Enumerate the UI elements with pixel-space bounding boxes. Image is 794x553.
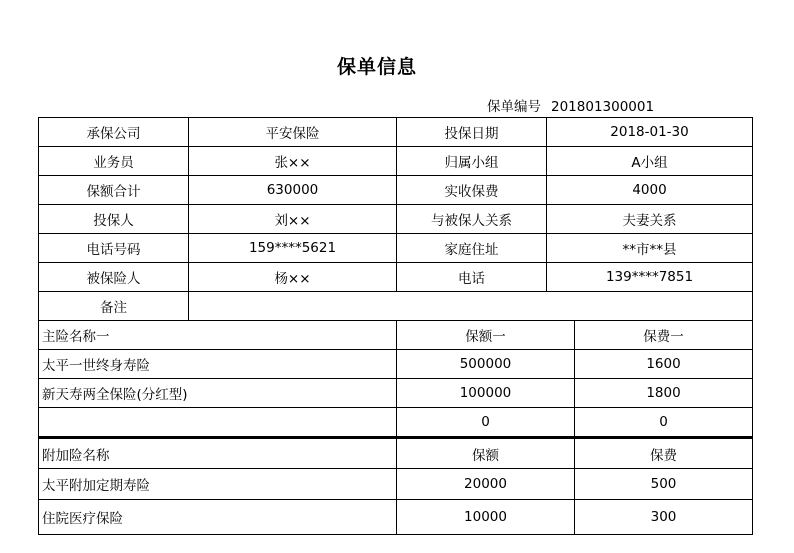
policy-number xyxy=(487,95,654,115)
info-label: 承保公司 xyxy=(39,118,189,147)
rider-insurance-header-amount: 保额 xyxy=(397,437,575,469)
main-insurance-header-premium: 保费一 xyxy=(575,321,752,350)
remark-value xyxy=(189,292,752,321)
info-value: 4000 xyxy=(547,176,752,205)
rider-insurance-amount: 20000 xyxy=(397,469,575,500)
main-insurance-amount: 100000 xyxy=(397,379,575,408)
info-value: 139****7851 xyxy=(547,263,752,292)
info-label: 家庭住址 xyxy=(397,234,547,263)
info-value: 杨×× xyxy=(189,263,397,292)
policy-number-value: 201801300001 xyxy=(551,99,655,115)
page-title: 保单信息 xyxy=(336,56,417,78)
info-label: 投保日期 xyxy=(397,118,547,147)
info-label: 业务员 xyxy=(39,147,189,176)
info-value: 2018-01-30 xyxy=(547,118,752,147)
rider-insurance-premium: 300 xyxy=(650,509,677,525)
info-label: 保额合计 xyxy=(39,176,189,205)
info-value: 平安保险 xyxy=(189,118,397,147)
main-insurance-premium: 0 xyxy=(575,408,752,437)
main-insurance-amount: 0 xyxy=(397,408,575,437)
main-insurance-amount: 500000 xyxy=(397,350,575,379)
remark-label: 备注 xyxy=(39,292,189,321)
rider-insurance-header-premium: 保费 xyxy=(575,437,752,469)
info-label: 归属小组 xyxy=(397,147,547,176)
main-insurance-name xyxy=(39,408,397,437)
info-label: 实收保费 xyxy=(397,176,547,205)
info-value: A小组 xyxy=(547,147,752,176)
info-label: 与被保人关系 xyxy=(397,205,547,234)
rider-insurance-name: 住院医疗保险 xyxy=(39,500,397,534)
main-insurance-name: 太平一世终身寿险 xyxy=(39,350,397,379)
info-label: 投保人 xyxy=(39,205,189,234)
info-value: 159****5621 xyxy=(189,234,397,263)
main-insurance-name: 新天寿两全保险(分红型) xyxy=(39,379,397,408)
main-insurance-premium: 1800 xyxy=(575,379,752,408)
rider-insurance-name: 太平附加定期寿险 xyxy=(39,469,397,500)
info-value: 刘×× xyxy=(189,205,397,234)
info-value: 630000 xyxy=(189,176,397,205)
rider-insurance-amount: 10000 xyxy=(397,500,575,534)
info-label: 被保险人 xyxy=(39,263,189,292)
policy-number-label: 保单编号 xyxy=(487,99,541,115)
info-value: **市**县 xyxy=(547,234,752,263)
main-insurance-header-name: 主险名称一 xyxy=(39,321,397,350)
policy-table xyxy=(38,117,753,535)
main-insurance-premium: 1600 xyxy=(575,350,752,379)
info-value: 张×× xyxy=(189,147,397,176)
rider-insurance-premium: 500 xyxy=(575,469,752,500)
info-value: 夫妻关系 xyxy=(547,205,752,234)
rider-insurance-header-name: 附加险名称 xyxy=(39,437,397,469)
main-insurance-header-amount: 保额一 xyxy=(397,321,575,350)
info-label: 电话号码 xyxy=(39,234,189,263)
info-label: 电话 xyxy=(397,263,547,292)
